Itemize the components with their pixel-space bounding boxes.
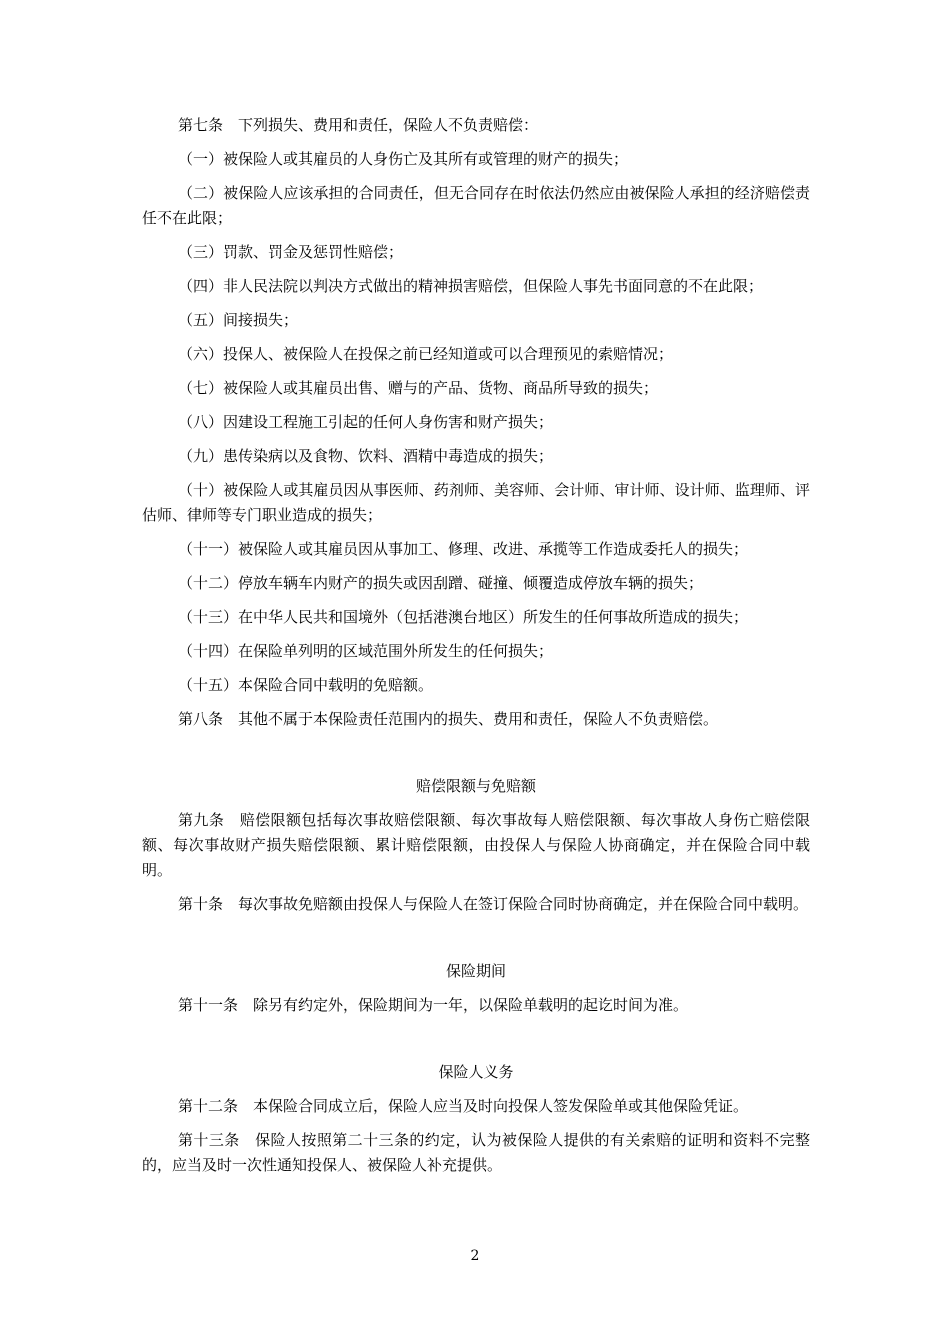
item-15: （十五）本保险合同中载明的免赔额。 xyxy=(178,676,434,694)
item-6: （六）投保人、被保险人在投保之前已经知道或可以合理预见的索赔情况； xyxy=(178,345,674,363)
article-10: 第十条 每次事故免赔额由投保人与保险人在签订保险合同时协商确定，并在保险合同中载明。 xyxy=(178,895,809,913)
item-11: （十一）被保险人或其雇员因从事加工、修理、改进、承揽等工作造成委托人的损失； xyxy=(178,540,749,558)
section-heading-period: 保险期间 xyxy=(445,962,506,980)
page-number: 2 xyxy=(470,1248,480,1264)
article-9: 第九条 赔偿限额包括每次事故赔偿限额、每次事故每人赔偿限额、每次事故人身伤亡赔偿限额、每次事故财产损失赔偿限额、累计赔偿限额，由投保人与保险人协商确定，并在保险合同中载明。 xyxy=(142,811,810,879)
item-5: （五）间接损失； xyxy=(178,311,299,329)
item-3: （三）罚款、罚金及惩罚性赔偿； xyxy=(178,243,404,261)
item-2: （二）被保险人应该承担的合同责任，但无合同存在时依法仍然应由被保险人承担的经济赔偿责任不在此限； xyxy=(142,184,810,227)
item-1: （一）被保险人或其雇员的人身伤亡及其所有或管理的财产的损失； xyxy=(178,150,629,168)
item-12: （十二）停放车辆车内财产的损失或因刮蹭、碰撞、倾覆造成停放车辆的损失； xyxy=(178,574,704,592)
item-8: （八）因建设工程施工引起的任何人身伤害和财产损失； xyxy=(178,413,554,431)
article-13: 第十三条 保险人按照第二十三条的约定，认为被保险人提供的有关索赔的证明和资料不完整的，应当及时一次性通知投保人、被保险人补充提供。 xyxy=(142,1131,810,1174)
item-4: （四）非人民法院以判决方式做出的精神损害赔偿，但保险人事先书面同意的不在此限； xyxy=(178,277,764,295)
document-body xyxy=(142,113,810,1178)
item-14: （十四）在保险单列明的区域范围外所发生的任何损失； xyxy=(178,642,554,660)
section-heading-limits: 赔偿限额与免赔额 xyxy=(415,777,536,795)
section-heading-insurer-obligations: 保险人义务 xyxy=(438,1063,514,1081)
article-12: 第十二条 本保险合同成立后，保险人应当及时向投保人签发保险单或其他保险凭证。 xyxy=(178,1097,749,1115)
item-10: （十）被保险人或其雇员因从事医师、药剂师、美容师、会计师、审计师、设计师、监理师、评估师、律师等专门职业造成的损失； xyxy=(142,481,810,524)
item-9: （九）患传染病以及食物、饮料、酒精中毒造成的损失； xyxy=(178,447,554,465)
article-8: 第八条 其他不属于本保险责任范围内的损失、费用和责任，保险人不负责赔偿。 xyxy=(178,710,719,728)
item-13: （十三）在中华人民共和国境外（包括港澳台地区）所发生的任何事故所造成的损失； xyxy=(178,608,749,626)
article-7: 第七条 下列损失、费用和责任，保险人不负责赔偿： xyxy=(178,116,539,134)
article-11: 第十一条 除另有约定外，保险期间为一年，以保险单载明的起讫时间为准。 xyxy=(178,996,689,1014)
item-7: （七）被保险人或其雇员出售、赠与的产品、货物、商品所导致的损失； xyxy=(178,379,659,397)
